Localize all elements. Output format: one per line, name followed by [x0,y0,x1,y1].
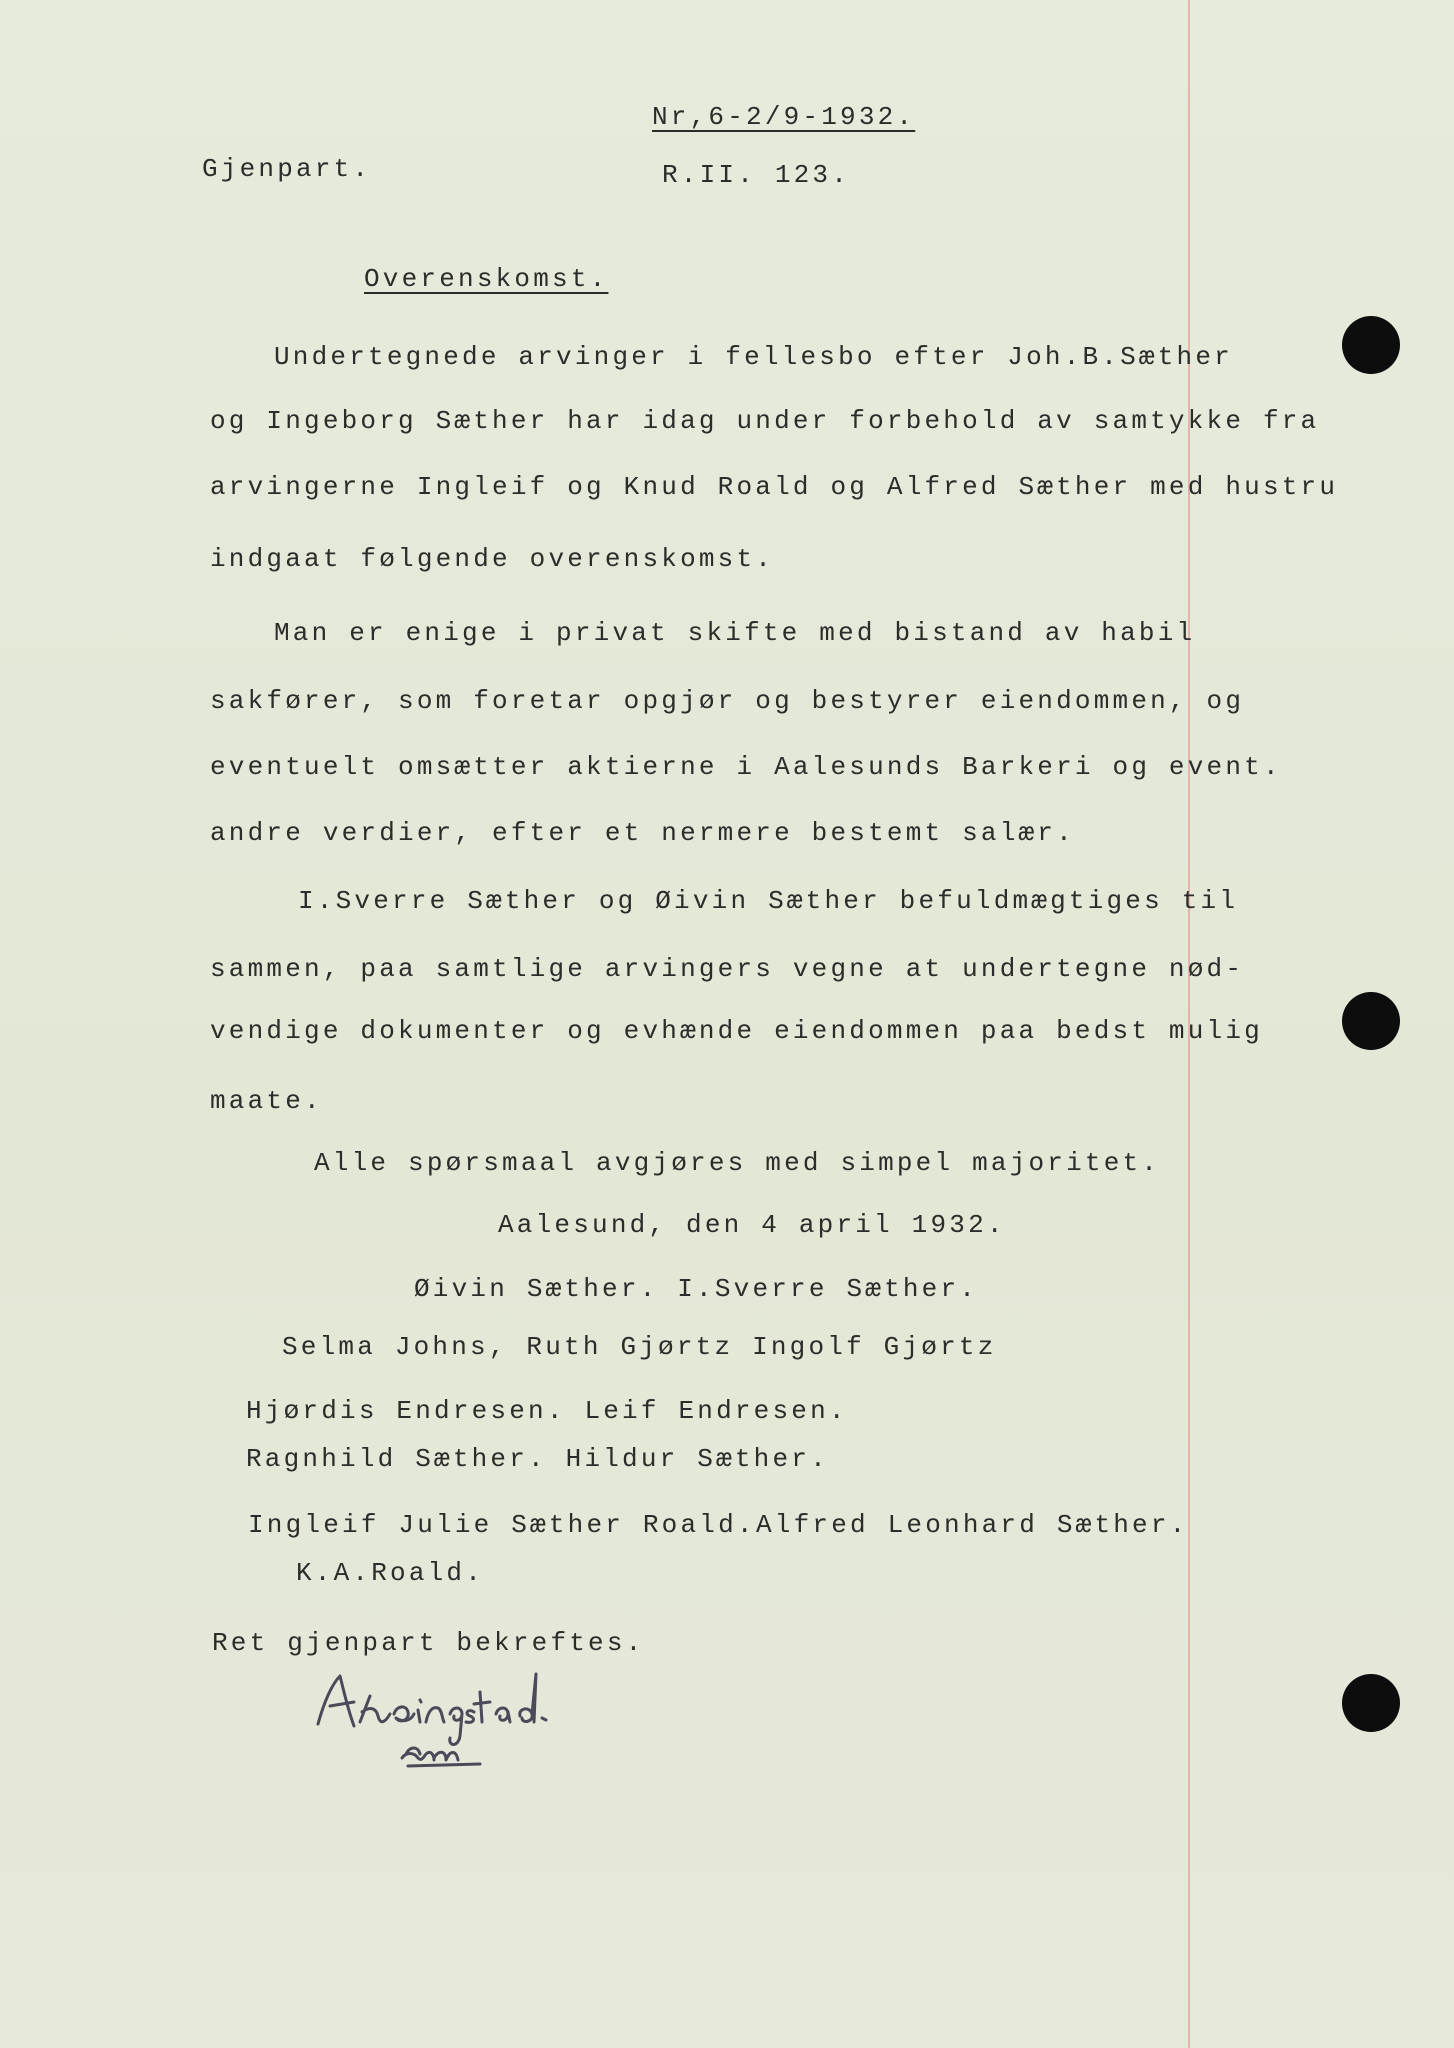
body-line: vendige dokumenter og evhænde eiendommen paa bedst mulig [210,1016,1263,1046]
signatory-line: Hjørdis Endresen. Leif Endresen. [246,1396,848,1426]
body-line: Alle spørsmaal avgjøres med simpel majoritet. [314,1148,1161,1178]
certification-text: Ret gjenpart bekreftes. [212,1628,645,1658]
body-line: eventuelt omsætter aktierne i Aalesunds Barkeri og event. [210,752,1282,782]
punch-hole [1342,316,1400,374]
signatory-line: K.A.Roald. [296,1558,485,1588]
date-line: Aalesund, den 4 april 1932. [498,1210,1006,1240]
signatory-line: Ingleif Julie Sæther Roald. [248,1510,756,1540]
copy-label: Gjenpart. [202,154,372,184]
handwritten-signature [310,1662,730,1772]
body-line: arvingerne Ingleif og Knud Roald og Alfred Sæther med hustru [210,472,1339,502]
punch-hole [1342,992,1400,1050]
body-line: Man er enige i privat skifte med bistand av habil [274,618,1196,648]
body-line: Undertegnede arvinger i fellesbo efter Joh.B.Sæther [274,342,1233,372]
body-line: andre verdier, efter et nermere bestemt salær. [210,818,1075,848]
body-line: indgaat følgende overenskomst. [210,544,775,574]
signatory-line: Ragnhild Sæther. Hildur Sæther. [246,1444,829,1474]
reference-number: Nr,6-2/9-1932. [652,102,916,132]
punch-hole [1342,1674,1400,1732]
signatory-line: Øivin Sæther. I.Sverre Sæther. [414,1274,979,1304]
body-line: og Ingeborg Sæther har idag under forbehold av samtykke fra [210,406,1320,436]
document-title: Overenskomst. [364,264,609,294]
body-line: sammen, paa samtlige arvingers vegne at undertegne nød- [210,954,1245,984]
signatory-line: Alfred Leonhard Sæther. [756,1510,1189,1540]
register-number: R.II. 123. [662,160,851,190]
body-line: I.Sverre Sæther og Øivin Sæther befuldmægtiges til [298,886,1239,916]
signatory-line: Selma Johns, Ruth Gjørtz Ingolf Gjørtz [282,1332,997,1362]
body-line: maate. [210,1086,323,1116]
body-line: sakfører, som foretar opgjør og bestyrer eiendommen, og [210,686,1245,716]
